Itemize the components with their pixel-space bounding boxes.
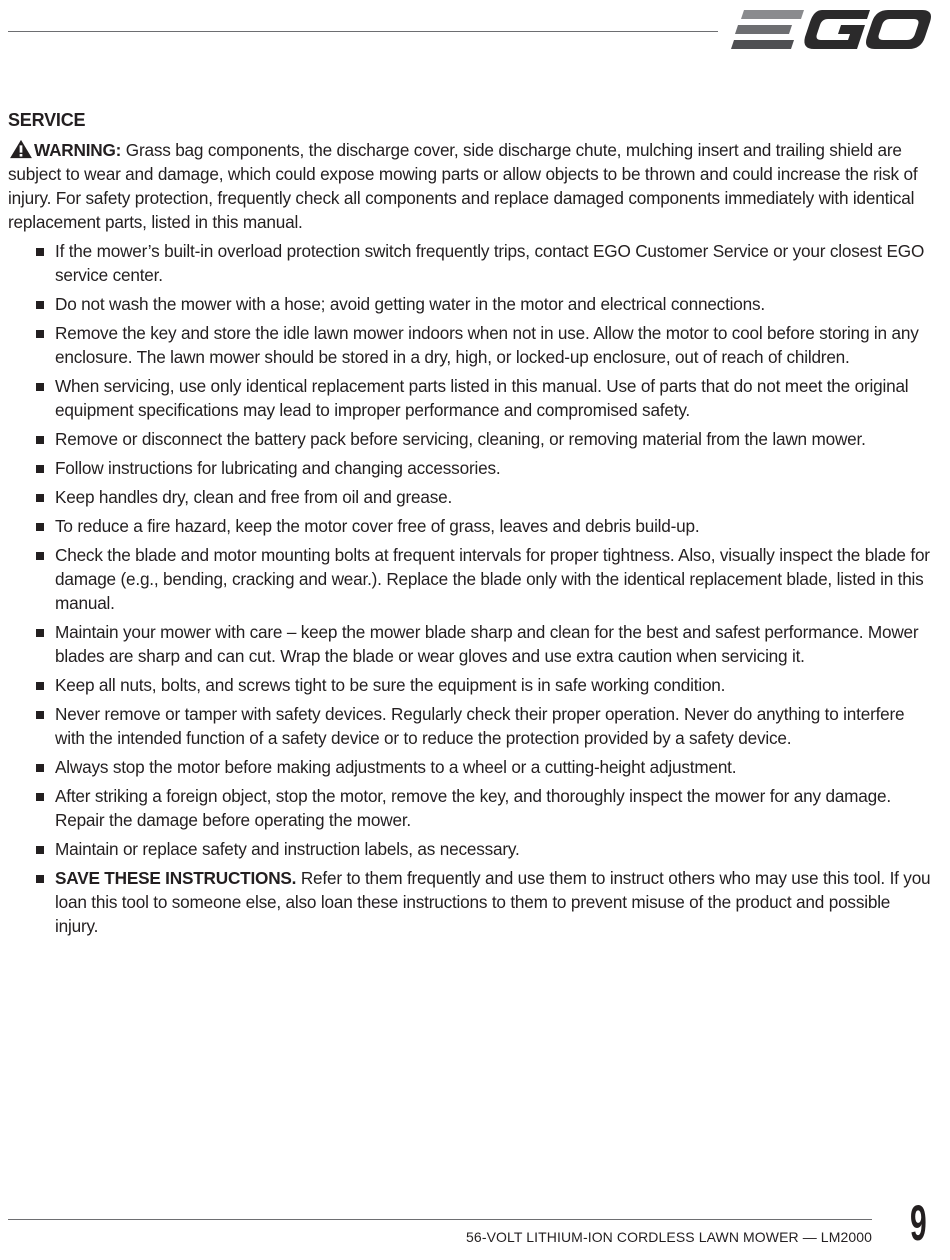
list-item <box>8 673 936 697</box>
list-item-text: Keep handles dry, clean and free from oil and grease. <box>55 487 453 507</box>
warning-triangle-icon <box>8 139 34 159</box>
bullet-square-icon <box>36 523 44 531</box>
warning-label: WARNING: <box>34 140 122 160</box>
bullet-square-icon <box>36 301 44 309</box>
section-title: SERVICE <box>8 110 86 130</box>
list-item-text: Follow instructions for lubricating and changing accessories. <box>55 458 501 478</box>
page-number: 9 <box>910 1195 927 1251</box>
bullet-square-icon <box>36 764 44 772</box>
list-item-text: Never remove or tamper with safety devices. Regularly check their proper operation. Never do anything to interfere with the intended function of a safety device or to reduce the protection provided by a safety device. <box>55 704 905 748</box>
footer-product-title: 56-VOLT LITHIUM-ION CORDLESS LAWN MOWER — LM2000 <box>466 1229 872 1245</box>
list-item <box>8 374 936 422</box>
list-item-text: Maintain or replace safety and instruction labels, as necessary. <box>55 839 520 859</box>
list-item <box>8 755 936 779</box>
list-item-text: After striking a foreign object, stop the motor, remove the key, and thoroughly inspect the mower for any damage. Repair the damage before operating the mower. <box>55 786 891 830</box>
list-item-lead: SAVE THESE INSTRUCTIONS. <box>55 868 297 888</box>
service-list <box>8 239 936 938</box>
svg-text:EGO: EGO <box>730 6 733 7</box>
list-item <box>8 239 936 287</box>
list-item-text: If the mower’s built-in overload protection switch frequently trips, contact EGO Customer Service or your closest EGO service center. <box>55 241 925 285</box>
bullet-square-icon <box>36 552 44 560</box>
ego-logo <box>730 6 934 54</box>
bullet-square-icon <box>36 436 44 444</box>
bullet-square-icon <box>36 465 44 473</box>
list-item <box>8 866 936 938</box>
list-item-text: Refer to them frequently and use them to instruct others who may use this tool. If you loan this tool to someone else, also loan these instructions to them to prevent misuse of the product and possible injury. <box>55 868 931 936</box>
list-item <box>8 292 936 316</box>
list-item-text: Do not wash the mower with a hose; avoid getting water in the motor and electrical connections. <box>55 294 765 314</box>
list-item-text: Remove the key and store the idle lawn mower indoors when not in use. Allow the motor to cool before storing in any enclosure. The lawn mower should be stored in a dry, high, or locked-up enclosure, out of reach of children. <box>55 323 919 367</box>
list-item-text: Maintain your mower with care – keep the mower blade sharp and clean for the best and safest performance. Mower blades are sharp and can cut. Wrap the blade or wear gloves and use extra caution when servicing it. <box>55 622 919 666</box>
list-item-text: Keep all nuts, bolts, and screws tight to be sure the equipment is in safe working condition. <box>55 675 726 695</box>
list-item <box>8 456 936 480</box>
header-rule <box>8 31 718 32</box>
bullet-square-icon <box>36 682 44 690</box>
list-item-text: When servicing, use only identical replacement parts listed in this manual. Use of parts that do not meet the original equipment specifications may lead to improper performance and compromised safety. <box>55 376 909 420</box>
warning-paragraph <box>8 138 936 234</box>
list-item <box>8 427 936 451</box>
list-item-text: Remove or disconnect the battery pack before servicing, cleaning, or removing material from the lawn mower. <box>55 429 866 449</box>
list-item <box>8 514 936 538</box>
list-item-text: Always stop the motor before making adjustments to a wheel or a cutting-height adjustment. <box>55 757 737 777</box>
bullet-square-icon <box>36 330 44 338</box>
bullet-square-icon <box>36 248 44 256</box>
list-item <box>8 620 936 668</box>
bullet-square-icon <box>36 875 44 883</box>
bullet-square-icon <box>36 793 44 801</box>
service-section <box>8 108 936 943</box>
list-item <box>8 702 936 750</box>
list-item <box>8 543 936 615</box>
bullet-square-icon <box>36 629 44 637</box>
bullet-square-icon <box>36 494 44 502</box>
list-item-text: To reduce a fire hazard, keep the motor cover free of grass, leaves and debris build-up. <box>55 516 700 536</box>
bullet-square-icon <box>36 846 44 854</box>
list-item <box>8 485 936 509</box>
footer-rule <box>8 1219 872 1220</box>
list-item-text: Check the blade and motor mounting bolts at frequent intervals for proper tightness. Also, visually inspect the blade for damage (e.g., bending, cracking and wear.). Replace the blade only with the identical replacement blade, listed in this manual. <box>55 545 930 613</box>
warning-text: Grass bag components, the discharge cover, side discharge chute, mulching insert and trailing shield are subject to wear and damage, which could expose mowing parts or allow objects to be thrown and could increase the risk of injury. For safety protection, frequently check all components and replace damaged components immediately with identical replacement parts, listed in this manual. <box>8 140 918 232</box>
bullet-square-icon <box>36 383 44 391</box>
list-item <box>8 784 936 832</box>
list-item <box>8 321 936 369</box>
list-item <box>8 837 936 861</box>
bullet-square-icon <box>36 711 44 719</box>
